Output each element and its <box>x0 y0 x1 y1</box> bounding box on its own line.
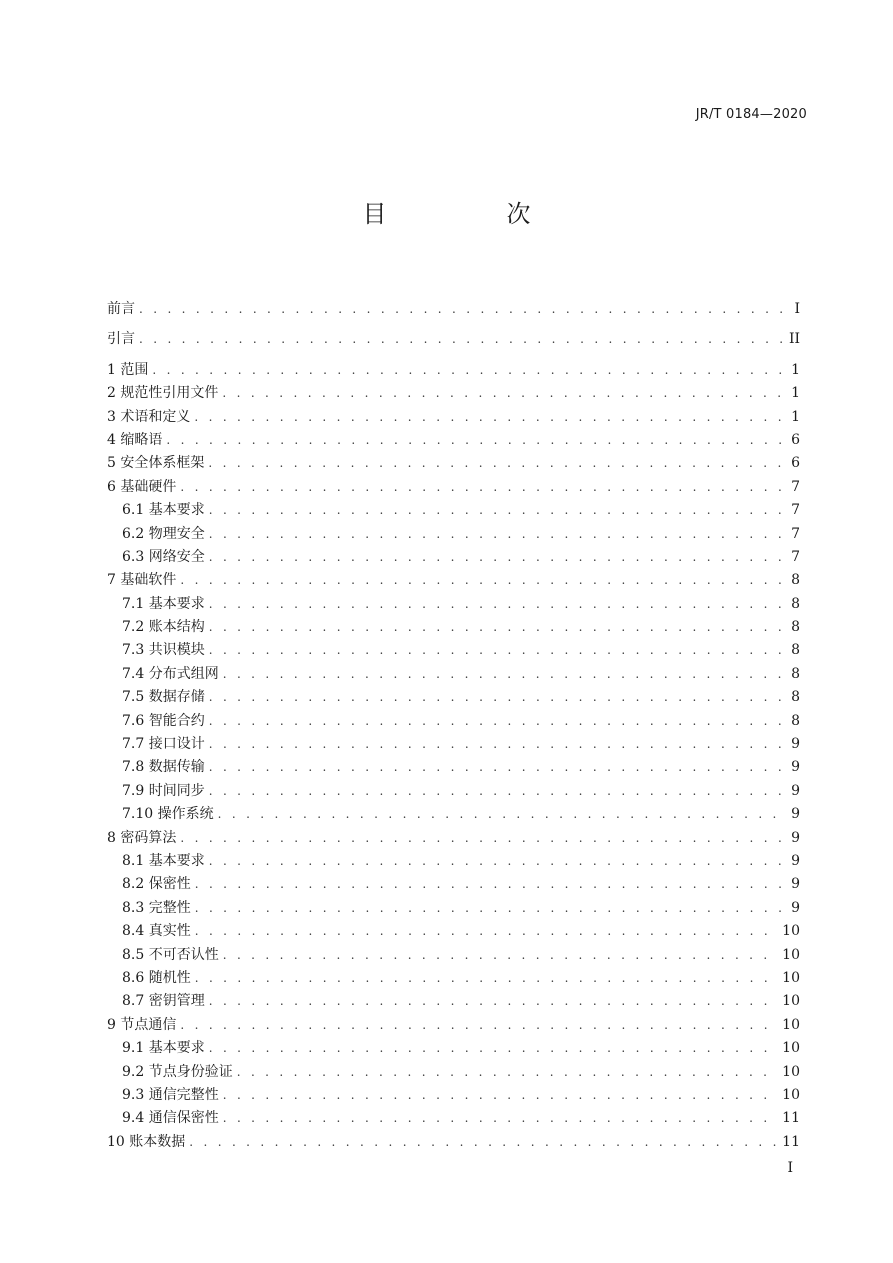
toc-entry-label: 8.6 随机性 <box>122 969 191 986</box>
toc-entry[interactable] <box>107 593 800 616</box>
toc-entry[interactable] <box>107 686 800 709</box>
toc-leader-dots <box>209 990 778 1013</box>
toc-entry-page: 9 <box>791 852 800 869</box>
toc-entry-label: 6 基础硬件 <box>107 478 177 495</box>
toc-entry-label: 1 范围 <box>107 361 149 378</box>
toc-entry-page: 11 <box>782 1133 800 1150</box>
toc-entry[interactable] <box>107 733 800 756</box>
toc-leader-dots <box>209 686 784 709</box>
toc-leader-dots <box>209 710 784 733</box>
toc-entry-page: 7 <box>791 548 800 565</box>
toc-entry[interactable] <box>107 546 800 569</box>
toc-entry[interactable] <box>107 920 800 943</box>
toc-entry-label: 8.2 保密性 <box>122 876 191 893</box>
toc-entry[interactable] <box>107 359 800 382</box>
toc-leader-dots <box>209 639 784 662</box>
toc-entry[interactable] <box>107 990 800 1013</box>
toc-entry-label: 8.5 不可否认性 <box>122 946 219 963</box>
toc-leader-dots <box>209 546 784 569</box>
toc-entry[interactable] <box>107 328 800 351</box>
toc-entry-label: 9.3 通信完整性 <box>122 1086 219 1103</box>
toc-entry-page: 8 <box>791 642 800 659</box>
toc-entry[interactable] <box>107 873 800 896</box>
toc-leader-dots <box>223 1084 778 1107</box>
toc-entry-label: 6.3 网络安全 <box>122 548 205 565</box>
toc-entry-page: 1 <box>791 408 800 425</box>
table-of-contents <box>107 298 800 1154</box>
toc-entry-page: 10 <box>782 923 800 940</box>
toc-entry[interactable] <box>107 452 800 475</box>
toc-entry-label: 8.1 基本要求 <box>122 852 205 869</box>
toc-entry-page: 10 <box>782 969 800 986</box>
toc-leader-dots <box>209 756 784 779</box>
toc-entry-page: 9 <box>791 876 800 893</box>
toc-entry-label: 7.3 共识模块 <box>122 642 205 659</box>
page-number: I <box>787 1160 793 1176</box>
toc-entry-label: 6.1 基本要求 <box>122 502 205 519</box>
toc-entry-page: 7 <box>791 502 800 519</box>
toc-entry[interactable] <box>107 1037 800 1060</box>
toc-entry[interactable] <box>107 298 800 321</box>
toc-entry[interactable] <box>107 616 800 639</box>
toc-entry-page: 8 <box>791 572 800 589</box>
toc-entry-label: 10 账本数据 <box>107 1133 186 1150</box>
toc-entry-page: 8 <box>791 595 800 612</box>
toc-entry-label: 8.7 密钥管理 <box>122 993 205 1010</box>
toc-leader-dots <box>223 663 784 686</box>
toc-entry-label: 7 基础软件 <box>107 572 177 589</box>
toc-entry-page: 10 <box>782 1040 800 1057</box>
toc-entry-label: 前言 <box>107 301 135 317</box>
toc-leader-dots <box>209 780 784 803</box>
toc-entry-label: 8 密码算法 <box>107 829 177 846</box>
toc-entry-label: 4 缩略语 <box>107 431 163 448</box>
toc-leader-dots <box>195 920 778 943</box>
toc-entry[interactable] <box>107 780 800 803</box>
toc-entry-page: 6 <box>791 431 800 448</box>
toc-entry-page: 1 <box>791 361 800 378</box>
toc-entry[interactable] <box>107 569 800 592</box>
toc-leader-dots <box>139 328 784 351</box>
toc-entry-label: 引言 <box>107 331 135 348</box>
toc-entry-label: 9.4 通信保密性 <box>122 1110 219 1127</box>
toc-leader-dots <box>209 523 784 546</box>
toc-entry[interactable] <box>107 944 800 967</box>
toc-entry-page: 9 <box>791 782 800 799</box>
toc-entry[interactable] <box>107 382 800 405</box>
toc-entry[interactable] <box>107 967 800 990</box>
toc-entry[interactable] <box>107 1014 800 1037</box>
toc-leader-dots <box>237 1061 778 1084</box>
toc-entry-label: 7.6 智能合约 <box>122 712 205 729</box>
toc-leader-dots <box>166 429 784 452</box>
toc-entry-label: 7.9 时间同步 <box>122 782 205 799</box>
toc-leader-dots <box>195 897 784 920</box>
toc-entry[interactable] <box>107 639 800 662</box>
toc-entry-label: 3 术语和定义 <box>107 408 191 425</box>
toc-leader-dots <box>194 406 784 429</box>
toc-leader-dots <box>195 967 778 990</box>
toc-entry-label: 9.1 基本要求 <box>122 1040 205 1057</box>
toc-entry[interactable] <box>107 429 800 452</box>
toc-leader-dots <box>209 733 784 756</box>
toc-entry-page: 10 <box>782 993 800 1010</box>
toc-leader-dots <box>209 499 784 522</box>
toc-entry[interactable] <box>107 1061 800 1084</box>
toc-entry-label: 8.3 完整性 <box>122 899 191 916</box>
toc-leader-dots <box>222 382 784 405</box>
toc-entry-page: 9 <box>791 759 800 776</box>
toc-entry-page: 6 <box>791 455 800 472</box>
toc-entry[interactable] <box>107 850 800 873</box>
toc-entry-label: 7.7 接口设计 <box>122 736 205 753</box>
toc-entry-label: 7.10 操作系统 <box>122 806 214 823</box>
toc-entry-page: 9 <box>791 829 800 846</box>
toc-entry-page: 8 <box>791 712 800 729</box>
toc-leader-dots <box>180 1014 778 1037</box>
toc-entry-label: 7.1 基本要求 <box>122 595 205 612</box>
toc-entry[interactable] <box>107 897 800 920</box>
toc-leader-dots <box>139 298 784 321</box>
toc-leader-dots <box>195 873 784 896</box>
toc-leader-dots <box>180 827 784 850</box>
toc-entry-page: 8 <box>791 619 800 636</box>
toc-leader-dots <box>223 944 778 967</box>
toc-entry-label: 9.2 节点身份验证 <box>122 1063 233 1080</box>
toc-entry-label: 9 节点通信 <box>107 1016 177 1033</box>
toc-entry[interactable] <box>107 523 800 546</box>
page-title: 目 次 <box>362 200 579 228</box>
toc-entry-page: 7 <box>791 478 800 495</box>
toc-entry-label: 2 规范性引用文件 <box>107 385 219 402</box>
toc-entry[interactable] <box>107 663 800 686</box>
toc-entry[interactable] <box>107 1131 800 1154</box>
toc-entry-page: 10 <box>782 1016 800 1033</box>
toc-leader-dots <box>209 616 784 639</box>
toc-entry-label: 8.4 真实性 <box>122 923 191 940</box>
toc-entry-page: 10 <box>782 946 800 963</box>
toc-entry[interactable] <box>107 499 800 522</box>
toc-leader-dots <box>209 593 784 616</box>
toc-leader-dots <box>218 803 784 826</box>
toc-entry[interactable] <box>107 756 800 779</box>
toc-entry[interactable] <box>107 1084 800 1107</box>
toc-entry-page: 9 <box>791 736 800 753</box>
toc-entry-label: 7.5 数据存储 <box>122 689 205 706</box>
toc-entry-page: 11 <box>782 1110 800 1127</box>
toc-leader-dots <box>180 476 784 499</box>
toc-entry[interactable] <box>107 476 800 499</box>
toc-leader-dots <box>180 569 784 592</box>
toc-entry-page: 9 <box>791 806 800 823</box>
toc-entry-label: 5 安全体系框架 <box>107 455 205 472</box>
toc-entry[interactable] <box>107 827 800 850</box>
toc-leader-dots <box>209 1037 778 1060</box>
toc-leader-dots <box>189 1131 778 1154</box>
toc-leader-dots <box>223 1107 778 1130</box>
toc-entry[interactable] <box>107 803 800 826</box>
toc-entry[interactable] <box>107 710 800 733</box>
toc-entry-page: II <box>788 331 800 348</box>
toc-entry-page: 1 <box>791 385 800 402</box>
toc-entry-label: 7.4 分布式组网 <box>122 665 219 682</box>
toc-entry-page: 8 <box>791 665 800 682</box>
toc-leader-dots <box>208 452 784 475</box>
toc-entry-label: 6.2 物理安全 <box>122 525 205 542</box>
toc-entry-page: 7 <box>791 525 800 542</box>
toc-entry[interactable] <box>107 1107 800 1130</box>
toc-entry-page: 10 <box>782 1086 800 1103</box>
toc-leader-dots <box>152 359 784 382</box>
toc-entry-page: 10 <box>782 1063 800 1080</box>
standard-code: JR/T 0184—2020 <box>695 107 807 122</box>
toc-entry-label: 7.8 数据传输 <box>122 759 205 776</box>
toc-entry-page: I <box>794 301 800 317</box>
toc-entry[interactable] <box>107 406 800 429</box>
toc-entry-label: 7.2 账本结构 <box>122 619 205 636</box>
toc-entry-page: 8 <box>791 689 800 706</box>
toc-leader-dots <box>209 850 784 873</box>
toc-entry-page: 9 <box>791 899 800 916</box>
